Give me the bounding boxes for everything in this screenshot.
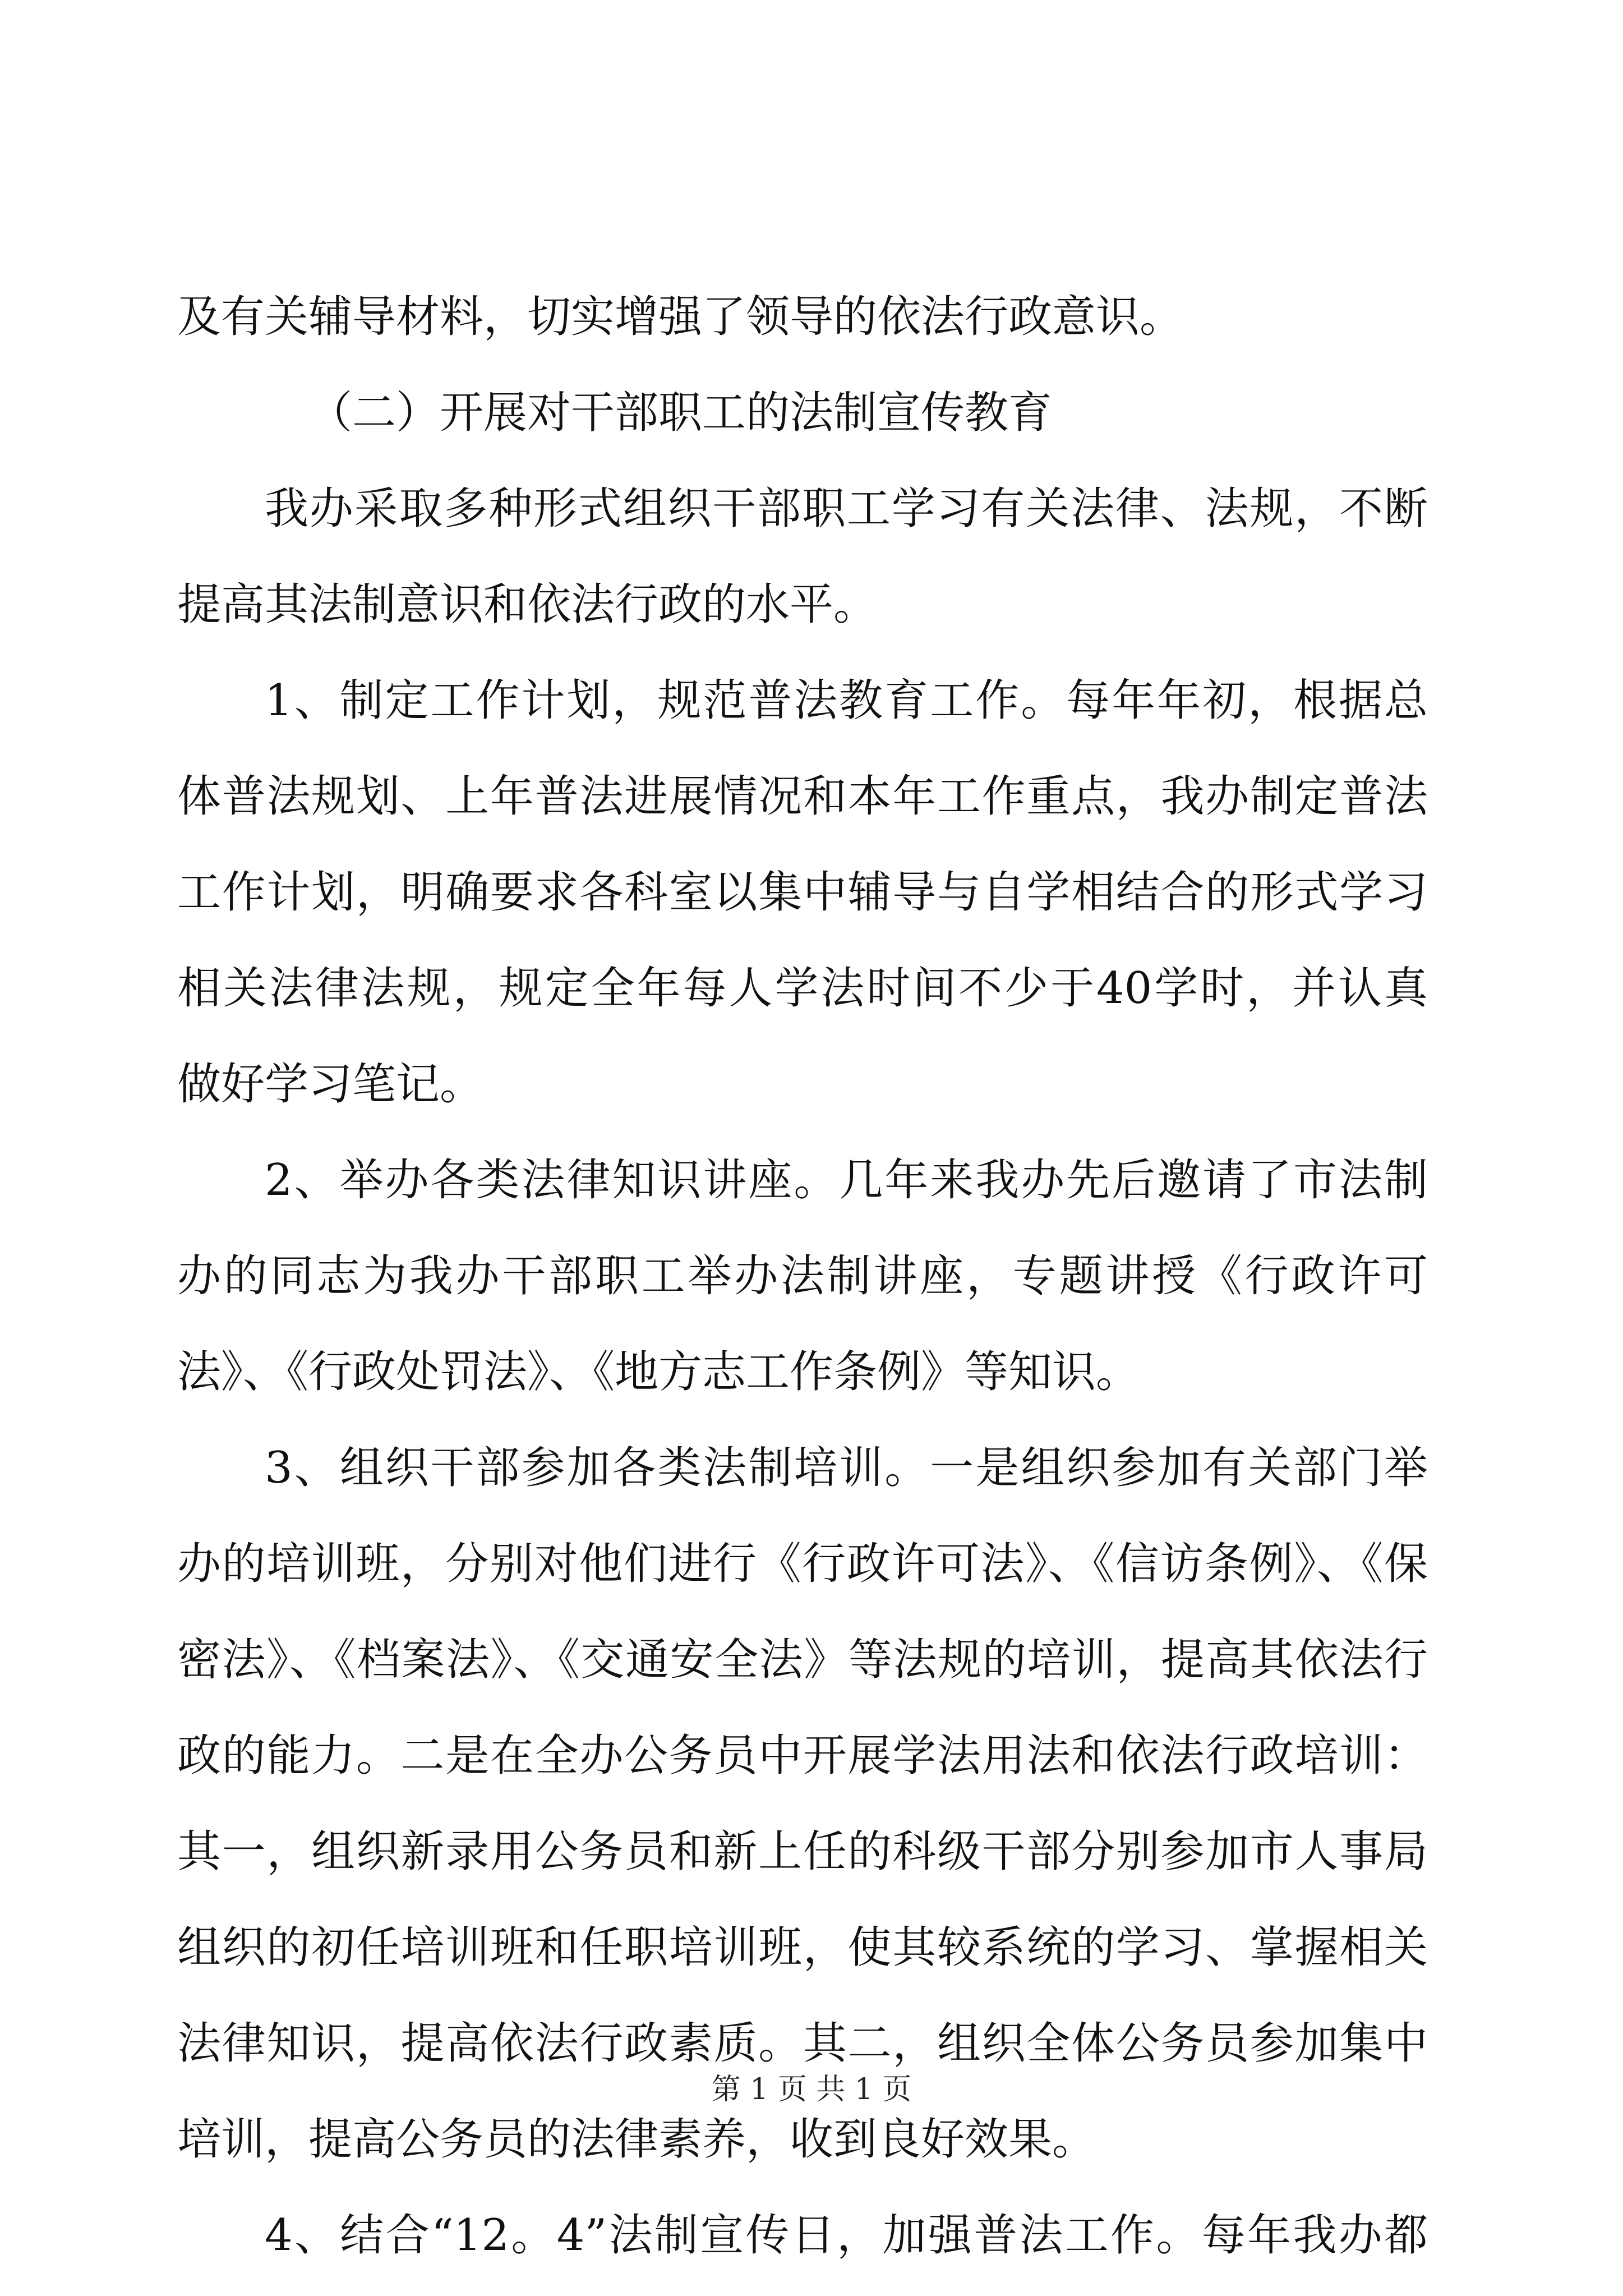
text-line: 4、结合“12。4”法制宣传日，加强普法工作。每年我办都	[265, 2210, 1428, 2261]
text-line: 法律知识，提高依法行政素质。其二，组织全体公务员参加集中	[177, 2018, 1428, 2069]
text-line: 做好学习笔记。	[177, 1059, 484, 1110]
text-line: 政的能力。二是在全办公务员中开展学法用法和依法行政培训：	[177, 1731, 1428, 1781]
text-line: 密法》、《档案法》、《交通安全法》等法规的培训，提高其依法行	[177, 1635, 1428, 1685]
text-line: 组织的初任培训班和任职培训班，使其较系统的学习、掌握相关	[177, 1922, 1428, 1973]
text-line: 其一，组织新录用公务员和新上任的科级干部分别参加市人事局	[177, 1826, 1428, 1877]
text-line: 办的培训班，分别对他们进行《行政许可法》、《信访条例》、《保	[177, 1539, 1428, 1589]
text-line: 体普法规划、上年普法进展情况和本年工作重点，我办制定普法	[177, 771, 1428, 822]
text-line: 3、组织干部参加各类法制培训。一是组织参加有关部门举	[265, 1443, 1428, 1493]
text-line: 法》、《行政处罚法》、《地方志工作条例》等知识。	[177, 1347, 1140, 1397]
page-footer	[0, 2070, 1623, 2109]
text-line: 提高其法制意识和依法行政的水平。	[177, 579, 878, 630]
text-line: 1、制定工作计划，规范普法教育工作。每年年初，根据总	[265, 675, 1428, 726]
text-line: 相关法律法规，规定全年每人学法时间不少于40学时，并认真	[177, 963, 1428, 1014]
text-line: 培训，提高公务员的法律素养，收到良好效果。	[177, 2114, 1096, 2165]
text-line: 工作计划，明确要求各科室以集中辅导与自学相结合的形式学习	[177, 867, 1428, 918]
text-line: 2、举办各类法律知识讲座。几年来我办先后邀请了市法制	[265, 1155, 1428, 1205]
text-line: 办的同志为我办干部职工举办法制讲座，专题讲授《行政许可	[177, 1251, 1428, 1301]
document-body	[177, 269, 1428, 2284]
text-line: 我办采取多种形式组织干部职工学习有关法律、法规，不断	[265, 484, 1428, 534]
text-line: 及有关辅导材料，切实增强了领导的依法行政意识。	[177, 292, 1184, 342]
section-heading: （二）开展对干部职工的法制宣传教育	[308, 388, 1053, 438]
page-number: 第 1 页 共 1 页	[711, 2073, 912, 2106]
